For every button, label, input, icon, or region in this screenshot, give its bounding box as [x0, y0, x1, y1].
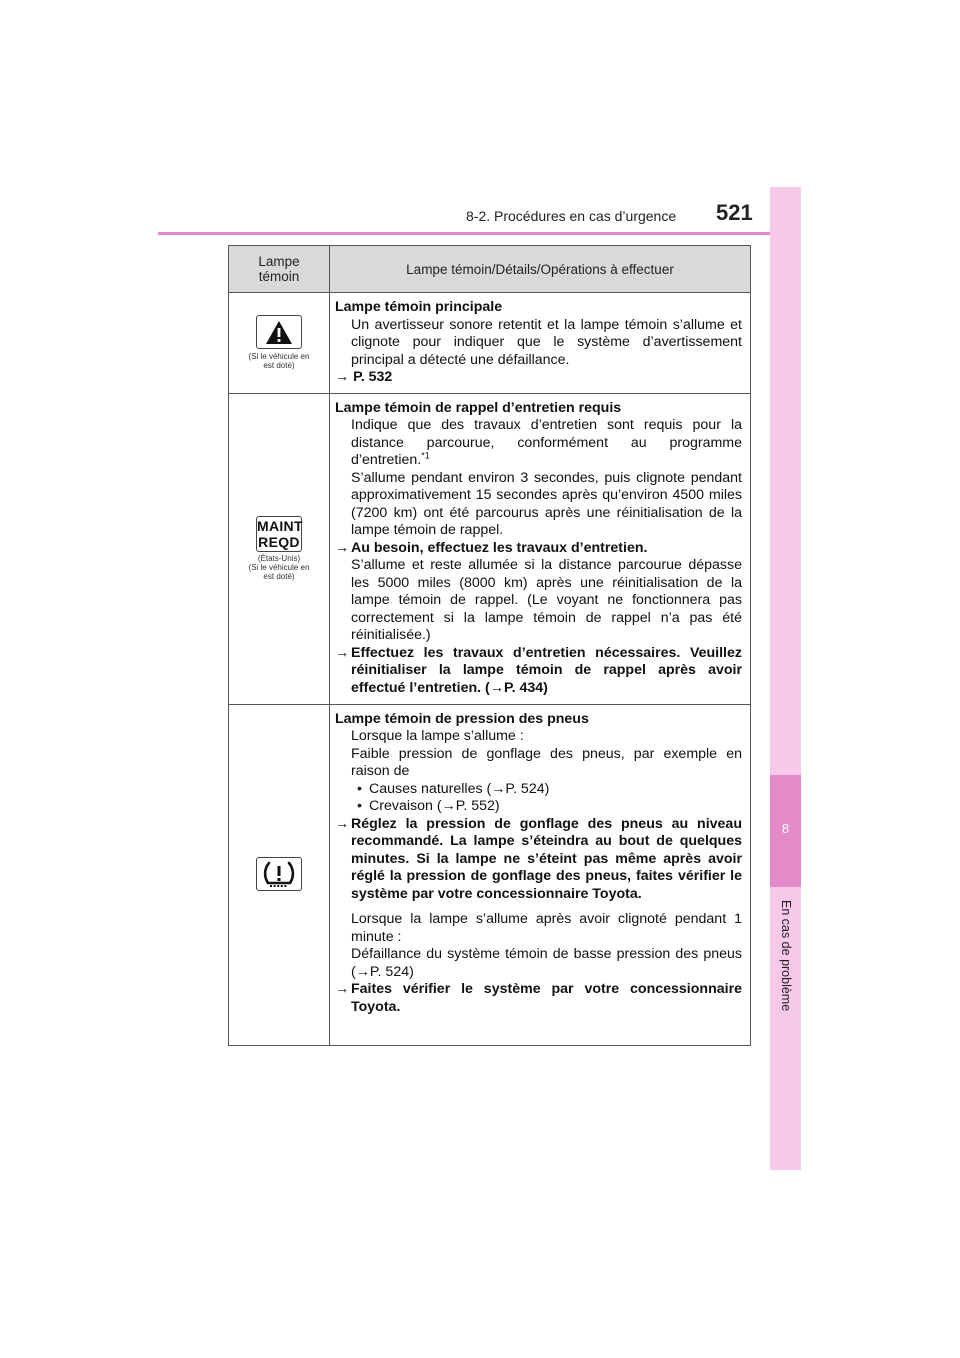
row-text: Faible pression de gonflage des pneus, par exemple en raison de — [351, 745, 742, 779]
arrow-icon: → — [335, 981, 350, 997]
action-text: Réglez la pression de gonflage des pneus au niveau recommandé. La lampe s’éteindra au bout de quelques minutes. Si la lampe ne s’éteint pas même après avoir réglé la pression de gonflage des pneus, faites vérifier le système par votre concessionnaire Toyota. — [351, 815, 742, 902]
action-line — [335, 981, 742, 1016]
action-text: Faites vérifier le système par votre concessionnaire Toyota. — [351, 981, 742, 1015]
icon-text-line-2: REQD — [258, 534, 300, 550]
icon-cell — [229, 293, 330, 394]
row-text: Lorsque la lampe s’allume après avoir clignoté pendant 1 minute : — [351, 911, 742, 945]
icon-caption: (Si le véhicule en est doté) — [248, 352, 310, 371]
arrow-icon: → — [335, 644, 350, 661]
column-header-lamp: Lampe témoin — [229, 246, 330, 293]
row-text: Un avertisseur sonore retentit et la lampe témoin s’allume et clignote pour indiquer que le système d’avertissement principal a détecté une défaillance. — [351, 316, 742, 368]
row-title: Lampe témoin de rappel d’entretien requis — [335, 399, 622, 416]
row-text-part: Indique que des travaux d’entretien sont requis pour la distance parcourue, conformément au programme d’entretien. — [351, 417, 742, 468]
bullet-icon: • — [357, 798, 362, 814]
warning-light-table — [228, 245, 751, 1046]
row-text: S’allume pendant environ 3 secondes, puis clignote pendant approximativement 15 secondes après qu’environ 4500 miles (7200 km) ont été parcourus après une réinitialisation de la lampe témoin de rappel. — [351, 469, 742, 538]
icon-caption: (États-Unis) — [257, 554, 301, 563]
page-reference — [335, 369, 742, 387]
icon-caption: (Si le véhicule en est doté) — [248, 563, 310, 581]
tire-pressure-icon — [256, 857, 302, 891]
details-cell — [330, 293, 751, 394]
row-text — [335, 417, 742, 470]
arrow-icon: → — [335, 815, 350, 832]
details-cell — [330, 704, 751, 1045]
row-text: S’allume et reste allumée si la distance parcourue dépasse les 5000 miles (8000 km) après une réinitialisation de la lampe témoin de rappel. (Le voyant ne fonctionnera pas correctement si la lampe témoin de rappel n’a pas été réinitialisée.) — [351, 557, 742, 643]
table-row-master-warning — [229, 293, 751, 394]
action-line — [335, 540, 742, 558]
action-line — [335, 816, 742, 904]
row-text: Lorsque la lampe s’allume : — [351, 728, 524, 744]
row-text: Défaillance du système témoin de basse pression des pneus (→P. 524) — [351, 946, 742, 980]
action-text: Au besoin, effectuez les travaux d’entretien. — [351, 539, 648, 556]
page-number: 521 — [716, 200, 753, 225]
footnote-marker: *1 — [421, 450, 430, 461]
icon-text-line-1: MAINT — [257, 518, 303, 534]
action-text: Effectuez les travaux d’entretien nécessaires. Veuillez réinitialiser la lampe témoin de rappel après avoir effectué l’entretien. (→P. 434) — [351, 644, 742, 696]
header-rule — [158, 232, 800, 235]
table-header-row — [229, 246, 751, 293]
arrow-icon: → — [335, 539, 350, 556]
arrow-icon: → — [335, 369, 350, 385]
list-item — [335, 781, 742, 799]
page-reference-text: P. 532 — [353, 369, 393, 385]
chapter-number: 8 — [781, 821, 790, 836]
list-item — [335, 798, 742, 816]
action-line — [335, 645, 742, 698]
warning-triangle-icon — [256, 315, 302, 349]
chapter-title: En cas de problème — [779, 900, 793, 1012]
column-header-details: Lampe témoin/Détails/Opérations à effectuer — [330, 246, 751, 293]
table-row-tire-pressure — [229, 704, 751, 1045]
chapter-side-tab — [770, 187, 801, 1170]
list-item-text: Crevaison (→P. 552) — [369, 798, 500, 814]
section-title: 8-2. Procédures en cas d’urgence — [466, 208, 677, 224]
icon-cell — [229, 704, 330, 1045]
icon-cell — [229, 393, 330, 704]
maint-reqd-icon — [256, 516, 302, 552]
bullet-icon: • — [357, 780, 362, 797]
list-item-text: Causes naturelles (→P. 524) — [369, 780, 550, 797]
row-title: Lampe témoin de pression des pneus — [335, 710, 589, 727]
details-cell — [330, 393, 751, 704]
table-row-maintenance — [229, 393, 751, 704]
row-title: Lampe témoin principale — [335, 299, 503, 315]
